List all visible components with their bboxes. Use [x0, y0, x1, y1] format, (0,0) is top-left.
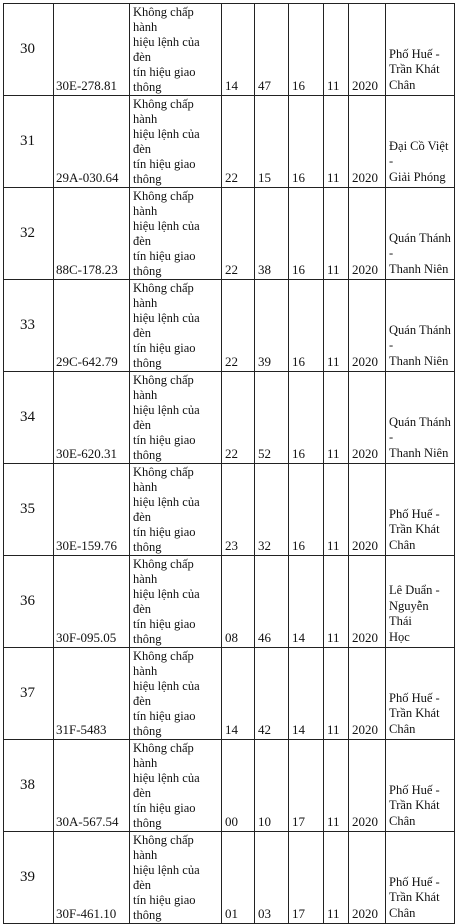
violation-line: hiệu lệnh của đèn — [133, 127, 200, 156]
violation-hour: 22 — [222, 372, 255, 464]
violation-line: tín hiệu giao — [133, 341, 196, 355]
violation-description — [130, 96, 222, 188]
violation-line: Không chấp hành — [133, 97, 194, 126]
violation-month: 11 — [324, 4, 349, 96]
violation-location — [386, 740, 455, 832]
violation-line: thông — [133, 632, 162, 646]
violation-day: 16 — [289, 280, 324, 372]
violation-line: Không chấp hành — [133, 189, 194, 218]
row-number: 39 — [4, 832, 54, 924]
violation-year: 2020 — [349, 372, 386, 464]
row-number: 30 — [4, 4, 54, 96]
violation-day: 16 — [289, 4, 324, 96]
location-line: Nguyễn Thái — [389, 598, 429, 628]
violation-day: 17 — [289, 740, 324, 832]
violation-description — [130, 464, 222, 556]
violation-day: 16 — [289, 372, 324, 464]
violation-month: 11 — [324, 188, 349, 280]
violation-line: thông — [133, 80, 162, 94]
violation-line: thông — [133, 908, 162, 922]
violation-description — [130, 4, 222, 96]
violation-hour: 00 — [222, 740, 255, 832]
location-line: Thanh Niên — [389, 261, 449, 276]
location-line: Chân — [389, 813, 416, 828]
location-line: Chân — [389, 77, 416, 92]
violation-line: tín hiệu giao — [133, 893, 196, 907]
violation-minute: 46 — [255, 556, 289, 648]
violation-location — [386, 648, 455, 740]
location-line: Quán Thánh - — [389, 414, 451, 444]
location-line: Đại Cồ Việt - — [389, 138, 449, 168]
violation-day: 16 — [289, 96, 324, 188]
violation-line: tín hiệu giao — [133, 801, 196, 815]
violation-line: tín hiệu giao — [133, 433, 196, 447]
violation-location — [386, 4, 455, 96]
location-line: Chân — [389, 721, 416, 736]
violation-year: 2020 — [349, 832, 386, 924]
violation-location — [386, 372, 455, 464]
table-body — [4, 4, 455, 924]
violation-line: thông — [133, 172, 162, 186]
violation-year: 2020 — [349, 464, 386, 556]
violation-description — [130, 280, 222, 372]
location-line: Trần Khát — [389, 62, 440, 76]
violation-line: thông — [133, 816, 162, 830]
violation-minute: 47 — [255, 4, 289, 96]
violation-location — [386, 556, 455, 648]
license-plate: 30F-461.10 — [54, 832, 130, 924]
license-plate: 30E-159.76 — [54, 464, 130, 556]
violation-year: 2020 — [349, 96, 386, 188]
violation-year: 2020 — [349, 280, 386, 372]
row-number: 38 — [4, 740, 54, 832]
violation-location — [386, 464, 455, 556]
location-line: Học — [389, 629, 410, 644]
location-line: Lê Duẩn - — [389, 583, 440, 597]
violation-month: 11 — [324, 96, 349, 188]
violation-line: hiệu lệnh của đèn — [133, 403, 200, 432]
violation-minute: 52 — [255, 372, 289, 464]
license-plate: 29C-642.79 — [54, 280, 130, 372]
violation-line: hiệu lệnh của đèn — [133, 771, 200, 800]
violation-line: hiệu lệnh của đèn — [133, 495, 200, 524]
violation-year: 2020 — [349, 556, 386, 648]
violation-line: hiệu lệnh của đèn — [133, 219, 200, 248]
violation-minute: 39 — [255, 280, 289, 372]
location-line: Phố Huế - — [389, 874, 440, 889]
violation-minute: 03 — [255, 832, 289, 924]
violation-line: hiệu lệnh của đèn — [133, 863, 200, 892]
violation-month: 11 — [324, 464, 349, 556]
violation-description — [130, 648, 222, 740]
location-line: Thanh Niên — [389, 353, 449, 368]
violation-line: thông — [133, 540, 162, 554]
location-line: Chân — [389, 537, 416, 552]
location-line: Thanh Niên — [389, 445, 449, 460]
violation-hour: 22 — [222, 188, 255, 280]
table-row — [4, 556, 455, 648]
row-number: 34 — [4, 372, 54, 464]
violation-description — [130, 832, 222, 924]
violation-month: 11 — [324, 832, 349, 924]
violation-minute: 42 — [255, 648, 289, 740]
violation-line: hiệu lệnh của đèn — [133, 587, 200, 616]
violation-hour: 08 — [222, 556, 255, 648]
violation-day: 16 — [289, 464, 324, 556]
violation-line: Không chấp hành — [133, 281, 194, 310]
violation-month: 11 — [324, 740, 349, 832]
license-plate: 30A-567.54 — [54, 740, 130, 832]
violation-line: thông — [133, 264, 162, 278]
violation-line: hiệu lệnh của đèn — [133, 35, 200, 64]
violation-description — [130, 556, 222, 648]
violation-line: tín hiệu giao — [133, 65, 196, 79]
violation-day: 14 — [289, 648, 324, 740]
violation-year: 2020 — [349, 4, 386, 96]
violation-line: tín hiệu giao — [133, 709, 196, 723]
violation-line: tín hiệu giao — [133, 157, 196, 171]
violation-month: 11 — [324, 648, 349, 740]
violation-line: tín hiệu giao — [133, 525, 196, 539]
violation-line: tín hiệu giao — [133, 617, 196, 631]
location-line: Phố Huế - — [389, 46, 440, 61]
violation-hour: 22 — [222, 96, 255, 188]
location-line: Trần Khát — [389, 798, 440, 812]
license-plate: 30E-620.31 — [54, 372, 130, 464]
violation-year: 2020 — [349, 648, 386, 740]
table-row — [4, 648, 455, 740]
license-plate: 30E-278.81 — [54, 4, 130, 96]
violation-hour: 01 — [222, 832, 255, 924]
violation-year: 2020 — [349, 740, 386, 832]
violation-month: 11 — [324, 556, 349, 648]
violation-minute: 15 — [255, 96, 289, 188]
table-row — [4, 4, 455, 96]
violations-table — [3, 3, 455, 924]
violation-location — [386, 280, 455, 372]
row-number: 37 — [4, 648, 54, 740]
violation-minute: 32 — [255, 464, 289, 556]
violation-description — [130, 188, 222, 280]
table-row — [4, 96, 455, 188]
location-line: Phố Huế - — [389, 782, 440, 797]
violation-line: Không chấp hành — [133, 649, 194, 678]
location-line: Trần Khát — [389, 890, 440, 904]
violation-hour: 23 — [222, 464, 255, 556]
location-line: Quán Thánh - — [389, 230, 451, 260]
violation-location — [386, 188, 455, 280]
violation-description — [130, 372, 222, 464]
violation-line: Không chấp hành — [133, 833, 194, 862]
violation-line: Không chấp hành — [133, 5, 194, 34]
violation-description — [130, 740, 222, 832]
license-plate: 29A-030.64 — [54, 96, 130, 188]
violation-line: thông — [133, 356, 162, 370]
location-line: Trần Khát — [389, 522, 440, 536]
location-line: Phố Huế - — [389, 690, 440, 705]
violation-location — [386, 832, 455, 924]
violation-minute: 10 — [255, 740, 289, 832]
location-line: Quán Thánh - — [389, 322, 451, 352]
violation-line: tín hiệu giao — [133, 249, 196, 263]
violation-minute: 38 — [255, 188, 289, 280]
table-row — [4, 464, 455, 556]
violation-line: thông — [133, 724, 162, 738]
table-row — [4, 280, 455, 372]
row-number: 35 — [4, 464, 54, 556]
violation-line: Không chấp hành — [133, 373, 194, 402]
violation-month: 11 — [324, 372, 349, 464]
location-line: Phố Huế - — [389, 506, 440, 521]
table-row — [4, 188, 455, 280]
location-line: Giải Phóng — [389, 169, 446, 184]
table-row — [4, 372, 455, 464]
violation-day: 14 — [289, 556, 324, 648]
license-plate: 30F-095.05 — [54, 556, 130, 648]
violation-line: Không chấp hành — [133, 557, 194, 586]
row-number: 32 — [4, 188, 54, 280]
violation-day: 16 — [289, 188, 324, 280]
row-number: 33 — [4, 280, 54, 372]
violation-year: 2020 — [349, 188, 386, 280]
violation-line: hiệu lệnh của đèn — [133, 679, 200, 708]
violation-day: 17 — [289, 832, 324, 924]
row-number: 31 — [4, 96, 54, 188]
location-line: Trần Khát — [389, 706, 440, 720]
table-row — [4, 740, 455, 832]
violation-hour: 14 — [222, 4, 255, 96]
location-line: Chân — [389, 905, 416, 920]
violation-line: Không chấp hành — [133, 465, 194, 494]
violation-month: 11 — [324, 280, 349, 372]
violation-hour: 22 — [222, 280, 255, 372]
violation-line: thông — [133, 448, 162, 462]
violation-line: Không chấp hành — [133, 741, 194, 770]
table-row — [4, 832, 455, 924]
violation-location — [386, 96, 455, 188]
violation-line: hiệu lệnh của đèn — [133, 311, 200, 340]
violations-table-wrapper — [3, 3, 454, 924]
row-number: 36 — [4, 556, 54, 648]
license-plate: 88C-178.23 — [54, 188, 130, 280]
violation-hour: 14 — [222, 648, 255, 740]
license-plate: 31F-5483 — [54, 648, 130, 740]
